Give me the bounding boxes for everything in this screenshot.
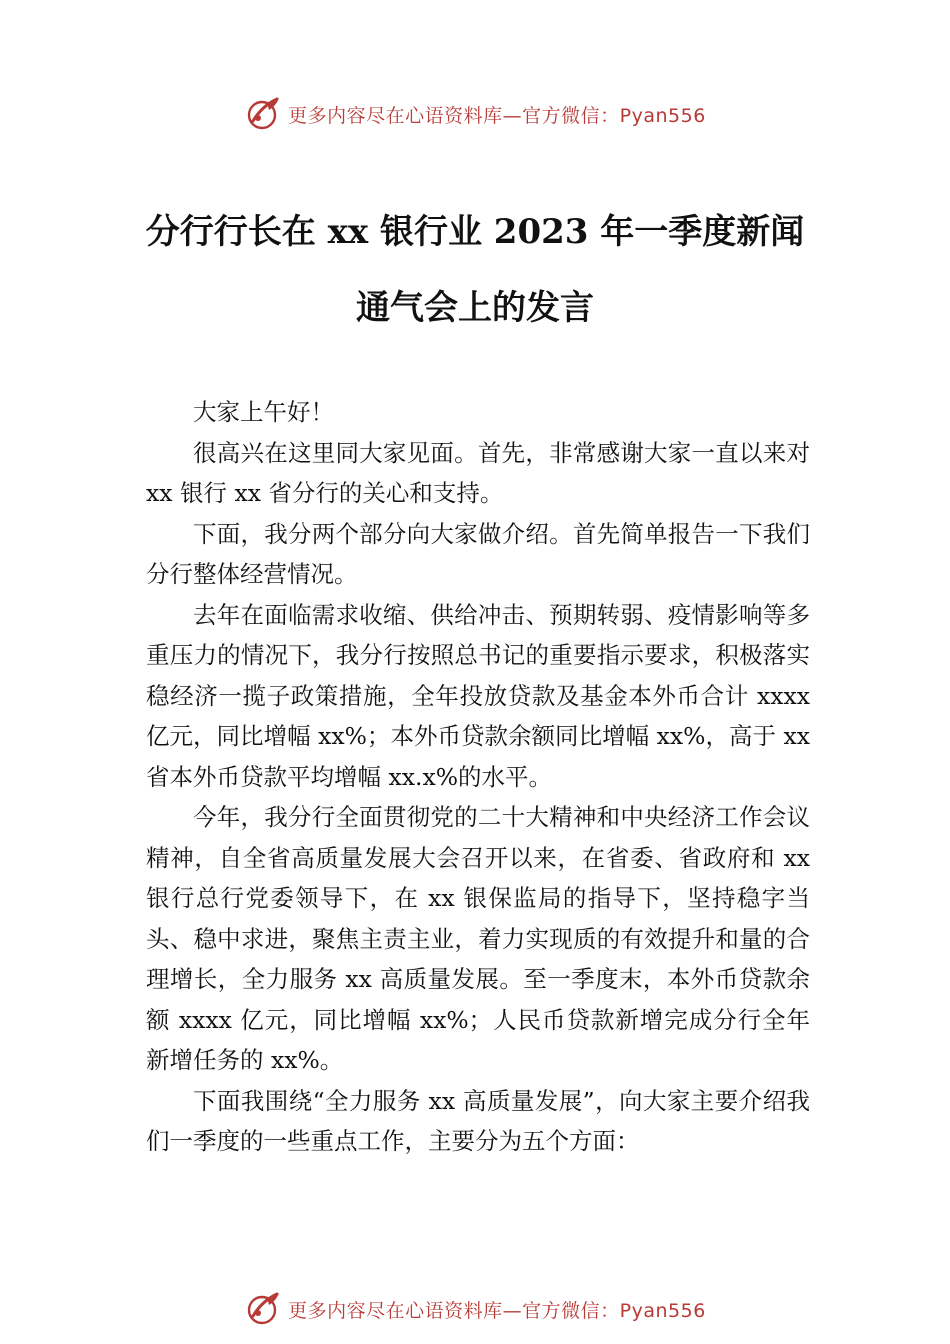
quill-swirl-icon — [244, 94, 284, 134]
paragraph: 下面，我分两个部分向大家做介绍。首先简单报告一下我们分行整体经营情况。 — [146, 519, 810, 588]
paragraph: 大家上午好！ — [193, 398, 334, 426]
document-title-line-2: 通气会上的发言 — [356, 288, 594, 328]
banner-text: 更多内容尽在心语资料库—官方微信：Pyan556 — [288, 1299, 706, 1322]
header-banner — [0, 92, 950, 136]
paragraph: 今年，我分行全面贯彻党的二十大精神和中央经济工作会议精神，自全省高质量发展大会召开以来，在省委、省政府和 xx 银行总行党委领导下，在 xx 银保监局的指导下，坚持稳字当头、稳中求进，聚焦主责主业，着力实现质的有效提升和量的合理增长，全力服务 xx 高质量发展。至一季度末，本外币贷款余额 xxxx 亿元，同比增幅 xx%；人民币贷款新增完成分行全年新增任务的 xx%。 — [146, 803, 810, 1074]
banner-text: 更多内容尽在心语资料库—官方微信：Pyan556 — [288, 104, 706, 127]
document-title-line-1: 分行行长在 xx 银行业 2023 年一季度新闻 — [145, 212, 805, 252]
document-body — [146, 392, 810, 1162]
paragraph: 很高兴在这里同大家见面。首先，非常感谢大家一直以来对 xx 银行 xx 省分行的关心和支持。 — [146, 438, 810, 507]
quill-swirl-icon — [244, 1289, 284, 1329]
footer-banner — [0, 1287, 950, 1331]
paragraph: 去年在面临需求收缩、供给冲击、预期转弱、疫情影响等多重压力的情况下，我分行按照总书记的重要指示要求，积极落实稳经济一揽子政策措施，全年投放贷款及基金本外币合计 xxxx 亿元，同比增幅 xx%；本外币贷款余额同比增幅 xx%，高于 xx 省本外币贷款平均增幅 xx.x%的水平。 — [146, 600, 810, 791]
paragraph: 下面我围绕“全力服务 xx 高质量发展”，向大家主要介绍我们一季度的一些重点工作，主要分为五个方面： — [146, 1086, 810, 1155]
